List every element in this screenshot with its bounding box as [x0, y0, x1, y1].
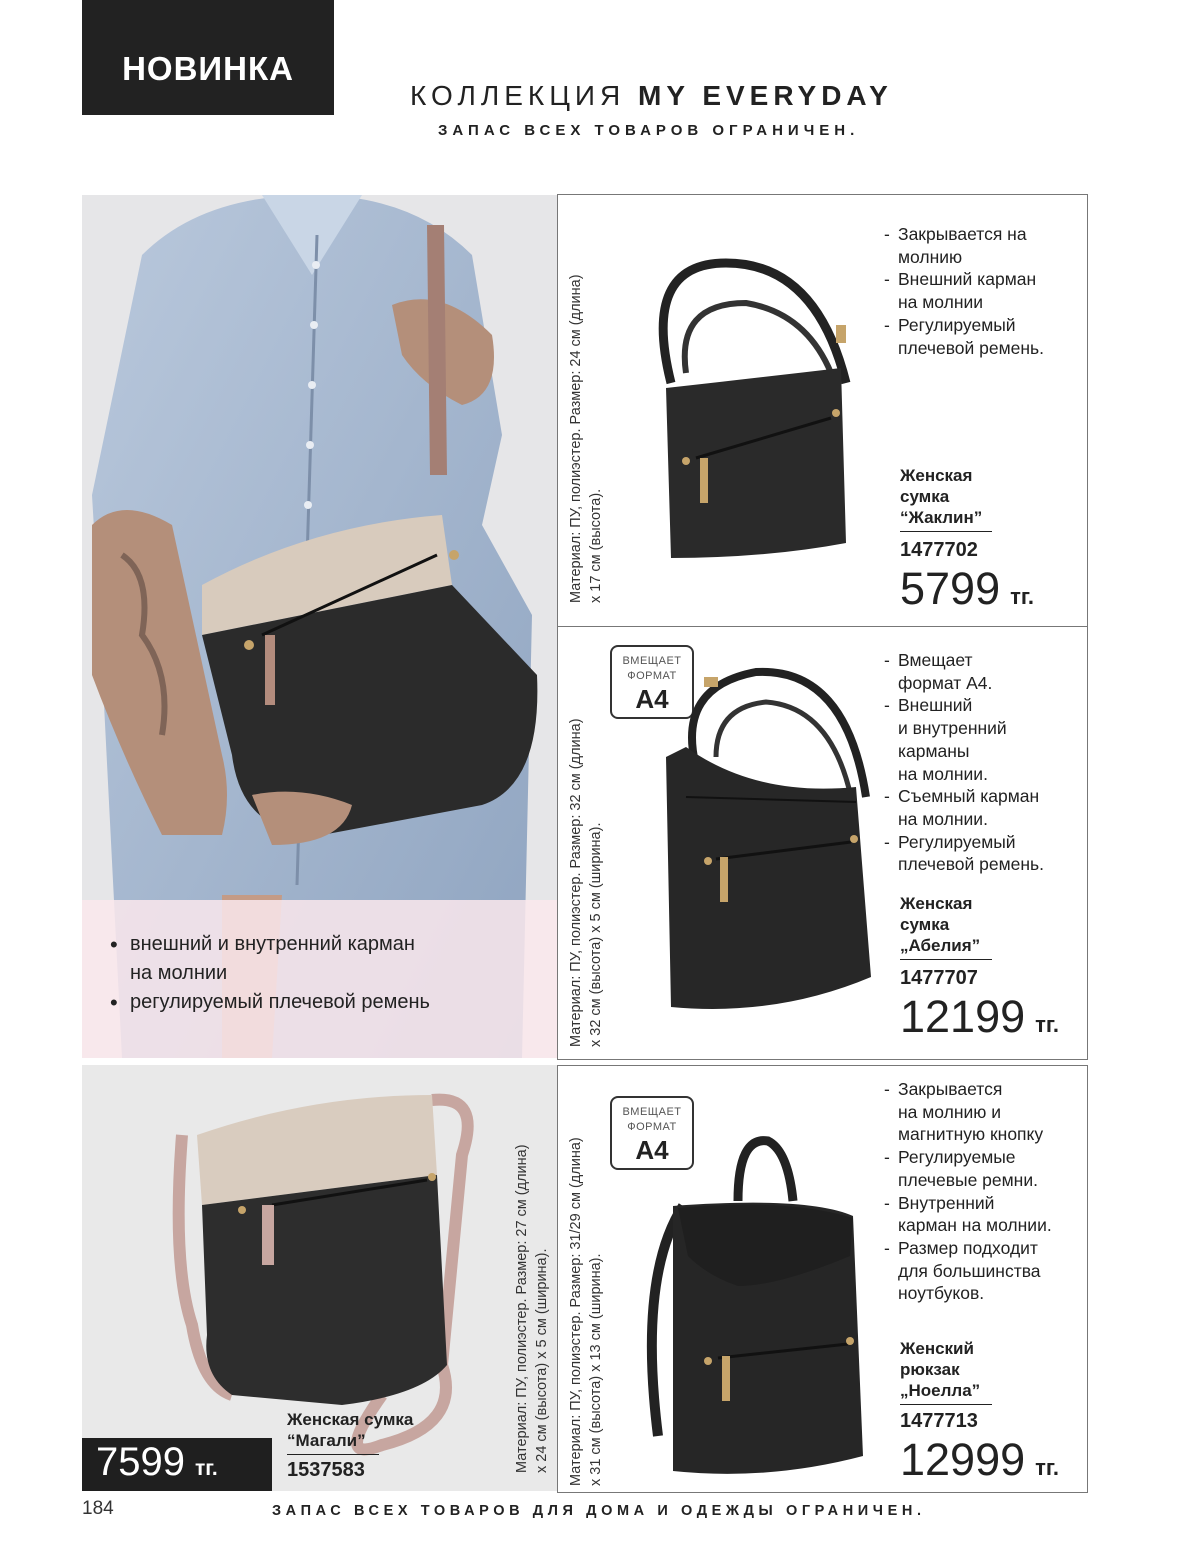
- product-name: Женский рюкзак „Ноелла”: [900, 1339, 981, 1400]
- product-name-rule: [900, 959, 992, 960]
- product-name: Женская сумка “Магали”: [287, 1410, 414, 1450]
- page-number: 184: [82, 1498, 114, 1519]
- product-features: - Вмещает формат А4. - Внешний и внутренний карманы на молнии. - Съемный карман на молнии. - Регулируемый плечевой ремень.: [884, 649, 1044, 876]
- product-material-text: Материал: ПУ, полиэстер. Размер: 27 см (длина) х 24 см (высота) х 5 см (ширина).: [514, 1144, 550, 1473]
- product-material-text: Материал: ПУ, полиэстер. Размер: 24 см (длина) х 17 см (высота).: [568, 274, 604, 603]
- product-name-rule: [287, 1454, 379, 1455]
- bag-abeliya-image: [656, 647, 896, 1032]
- product-features: - Закрывается на молнию и магнитную кнопку - Регулируемые плечевые ремни. - Внутренний карман на молнии. - Размер подходит для большинства ноутбуков.: [884, 1078, 1052, 1305]
- product-card-abeliya: [557, 626, 1088, 1060]
- magali-price-box: [82, 1438, 272, 1491]
- product-name-rule: [900, 1404, 992, 1405]
- hero-feature-1: • внешний и внутренний карман: [108, 930, 430, 959]
- product-card-zhaklin: [557, 194, 1088, 628]
- product-price: 12199 тг.: [900, 991, 1059, 1042]
- collection-prefix: КОЛЛЕКЦИЯ: [410, 80, 626, 111]
- product-sku: 1477707: [900, 967, 978, 989]
- collection-name: MY EVERYDAY: [638, 80, 893, 111]
- hero-features: [108, 930, 430, 1017]
- new-badge: [82, 0, 334, 115]
- new-badge-label: НОВИНКА: [122, 50, 294, 87]
- product-card-magali: [82, 1065, 557, 1491]
- stock-limited-footer: ЗАПАС ВСЕХ ТОВАРОВ ДЛЯ ДОМА И ОДЕЖДЫ ОГРАНИЧЕН.: [272, 1503, 926, 1519]
- product-sku: 1477702: [900, 539, 978, 561]
- stock-limited-note: ЗАПАС ВСЕХ ТОВАРОВ ОГРАНИЧЕН.: [438, 122, 860, 139]
- product-sku: 1537583: [287, 1459, 365, 1481]
- a4-badge: ВМЕЩАЕТ ФОРМАТ А4: [610, 1096, 694, 1170]
- collection-title: [410, 80, 893, 112]
- backpack-noella-image: [628, 1136, 878, 1486]
- a4-badge: ВМЕЩАЕТ ФОРМАТ А4: [610, 645, 694, 719]
- product-sku: 1477713: [900, 1410, 978, 1432]
- product-name-rule: [900, 531, 992, 532]
- product-price: 5799 тг.: [900, 563, 1034, 614]
- product-price: 12999 тг.: [900, 1434, 1059, 1485]
- hero-feature-1-cont: на молнии: [130, 962, 228, 984]
- hero-photo: [82, 195, 557, 1058]
- product-name: Женская сумка “Жаклин”: [900, 466, 983, 527]
- product-material-text: Материал: ПУ, полиэстер. Размер: 31/29 см (длина) х 31 см (высота) х 13 см (ширина).: [568, 1137, 604, 1486]
- hero-feature-2: • регулируемый плечевой ремень: [108, 988, 430, 1017]
- product-material-text: Материал: ПУ, полиэстер. Размер: 32 см (длина) х 32 см (высота) х 5 см (ширина).: [568, 718, 604, 1047]
- product-price: 7599 тг.: [96, 1440, 218, 1484]
- product-name: Женская сумка „Абелия”: [900, 894, 981, 955]
- product-card-noella: [557, 1065, 1088, 1493]
- product-features: - Закрывается на молнию - Внешний карман на молнии - Регулируемый плечевой ремень.: [884, 223, 1044, 359]
- bag-zhaklin-image: [646, 243, 886, 573]
